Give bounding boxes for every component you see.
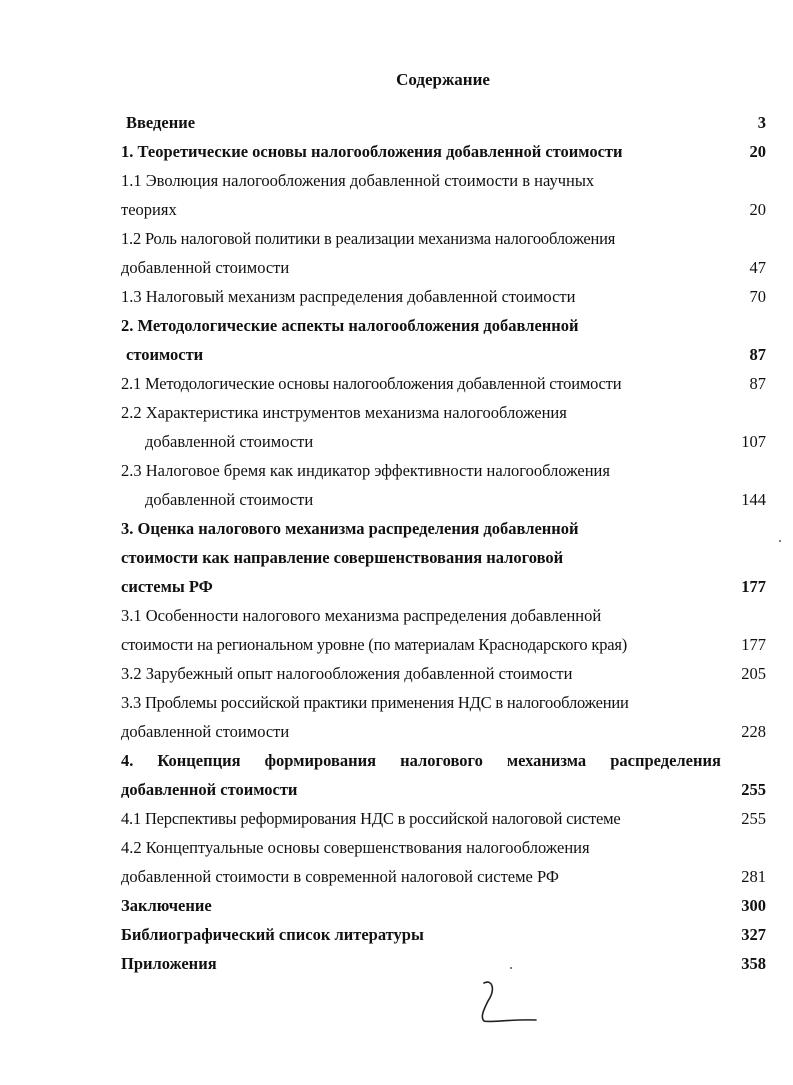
table-of-contents	[121, 108, 766, 978]
toc-entry-page: 20	[749, 200, 766, 219]
toc-entry-text: 3.2 Зарубежный опыт налогообложения добавленной стоимости	[121, 664, 573, 683]
toc-entry-text: 1. Теоретические основы налогообложения добавленной стоимости	[121, 142, 623, 161]
toc-word: 4.	[121, 751, 134, 770]
toc-entry	[121, 688, 766, 717]
toc-entry	[121, 804, 766, 833]
toc-entry-page: 228	[741, 722, 766, 741]
toc-entry-text: добавленной стоимости	[145, 432, 314, 451]
toc-entry	[121, 137, 766, 166]
toc-entry-page: 177	[741, 635, 766, 654]
toc-entry-text: 4.2 Концептуальные основы совершенствования налогообложения	[121, 838, 590, 857]
toc-entry	[121, 282, 766, 311]
toc-entry-page: 255	[741, 780, 766, 799]
toc-entry-text: добавленной стоимости	[121, 722, 290, 741]
toc-entry-text: стоимости как направление совершенствования налоговой	[121, 548, 564, 567]
toc-entry-text: добавленной стоимости	[121, 780, 298, 799]
toc-entry	[121, 630, 766, 659]
toc-entry	[121, 746, 766, 775]
toc-entry-page: 205	[741, 664, 766, 683]
toc-entry	[121, 601, 766, 630]
toc-entry-text: добавленной стоимости	[145, 490, 314, 509]
toc-entry	[121, 949, 766, 978]
toc-entry-text: Приложения	[121, 954, 217, 973]
signature-mark	[470, 975, 550, 1035]
scan-speck	[510, 967, 512, 969]
toc-entry	[121, 833, 766, 862]
toc-entry	[121, 775, 766, 804]
toc-entry-text: 1.1 Эволюция налогообложения добавленной стоимости в научных	[121, 171, 595, 190]
toc-entry-text: 3.3 Проблемы российской практики применения НДС в налогообложении	[121, 693, 629, 712]
toc-entry-page: 300	[741, 896, 766, 915]
toc-entry-page: 144	[741, 490, 766, 509]
toc-entry-text: стоимости на региональном уровне (по материалам Краснодарского края)	[121, 635, 628, 654]
toc-entry-page: 20	[749, 142, 766, 161]
toc-entry	[121, 543, 766, 572]
toc-entry-text: 3. Оценка налогового механизма распределения добавленной	[121, 519, 579, 538]
toc-entry-page: 47	[749, 258, 766, 277]
toc-word: распределения	[610, 751, 721, 770]
toc-entry-page: 87	[749, 345, 766, 364]
toc-entry-page: 327	[741, 925, 766, 944]
toc-word: формирования	[264, 751, 377, 770]
toc-entry	[121, 108, 766, 137]
toc-entry-page: 3	[757, 113, 766, 132]
toc-entry	[121, 717, 766, 746]
toc-entry	[121, 166, 766, 195]
toc-word: налогового	[400, 751, 483, 770]
toc-word: механизма	[506, 751, 587, 770]
toc-entry	[121, 659, 766, 688]
toc-entry	[121, 514, 766, 543]
toc-entry	[121, 862, 766, 891]
toc-entry-text: добавленной стоимости в современной налоговой системе РФ	[121, 867, 559, 886]
toc-entry-text: 3.1 Особенности налогового механизма распределения добавленной	[121, 606, 602, 625]
toc-entry-text: 1.2 Роль налоговой политики в реализации механизма налогообложения	[121, 229, 616, 248]
toc-entry	[121, 311, 766, 340]
toc-entry-page: 70	[749, 287, 766, 306]
scan-speck	[779, 540, 781, 542]
toc-entry-text: 2.1 Методологические основы налогообложения добавленной стоимости	[121, 374, 622, 393]
toc-word: Концепция	[157, 751, 241, 770]
toc-entry	[121, 891, 766, 920]
toc-entry	[121, 427, 766, 456]
toc-entry-text: теориях	[121, 200, 177, 219]
toc-entry-text: Библиографический список литературы	[121, 925, 424, 944]
toc-entry-page: 358	[741, 954, 766, 973]
toc-entry-page: 281	[741, 867, 766, 886]
toc-entry-text: Заключение	[121, 896, 212, 915]
toc-entry-page: 87	[749, 374, 766, 393]
toc-entry	[121, 485, 766, 514]
toc-entry	[121, 195, 766, 224]
toc-entry-text: 2.3 Налоговое бремя как индикатор эффективности налогообложения	[121, 461, 610, 480]
toc-entry-text: стоимости	[126, 345, 204, 364]
toc-entry	[121, 572, 766, 601]
page-title: Содержание	[396, 70, 490, 89]
toc-entry-text	[121, 746, 721, 775]
toc-entry-text: добавленной стоимости	[121, 258, 290, 277]
toc-entry	[121, 340, 766, 369]
toc-entry-text: 2. Методологические аспекты налогообложения добавленной	[121, 316, 579, 335]
toc-entry	[121, 398, 766, 427]
toc-entry-page: 107	[741, 432, 766, 451]
toc-entry-text: 2.2 Характеристика инструментов механизма налогообложения	[121, 403, 567, 422]
toc-entry-text: 4.1 Перспективы реформирования НДС в российской налоговой системе	[121, 809, 621, 828]
toc-entry	[121, 920, 766, 949]
toc-entry-text: Введение	[126, 113, 196, 132]
toc-entry	[121, 224, 766, 253]
toc-entry-page: 255	[741, 809, 766, 828]
toc-entry	[121, 253, 766, 282]
toc-entry	[121, 456, 766, 485]
toc-entry-text: системы РФ	[121, 577, 213, 596]
toc-entry-page: 177	[741, 577, 766, 596]
toc-entry	[121, 369, 766, 398]
toc-entry-text: 1.3 Налоговый механизм распределения добавленной стоимости	[121, 287, 576, 306]
